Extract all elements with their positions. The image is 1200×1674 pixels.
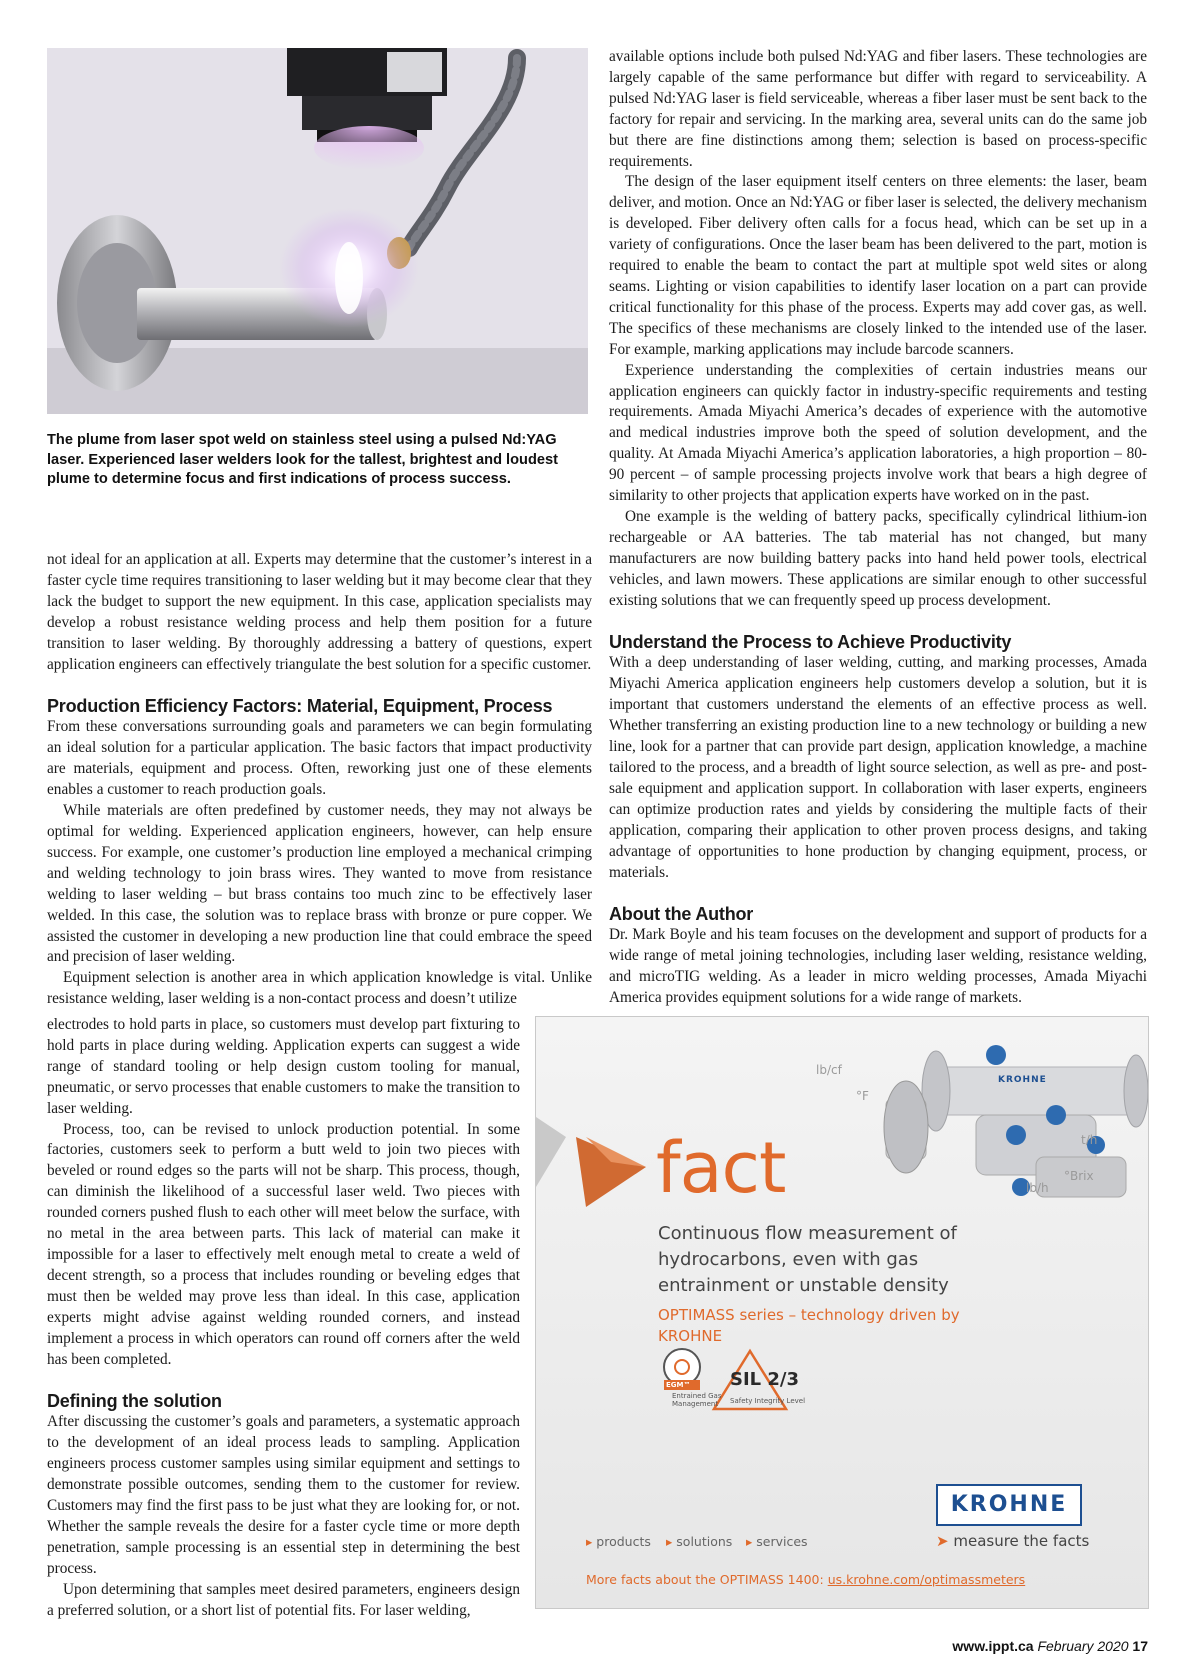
chevron-right-icon: ▸ (746, 1534, 753, 1549)
heading-production-efficiency: Production Efficiency Factors: Material, Equipment, Process (47, 696, 553, 717)
egm-badge-label: Entrained Gas Management (672, 1392, 722, 1408)
production-paragraph-3a: Equipment selection is another area in which application knowledge is vital. Unlike resistance welding, laser welding is a non-contact process and doesn’t utilize (47, 969, 592, 1008)
defining-paragraph-2: Upon determining that samples meet desired parameters, engineers design a preferred solution, or a short list of potential fits. For laser welding, (47, 1580, 520, 1619)
footer-page-number: 17 (1132, 1638, 1148, 1654)
ad-nav-products-label: products (596, 1534, 651, 1549)
laser-weld-photo (47, 48, 588, 414)
right-column (609, 47, 1147, 1009)
ad-nav-services-label: services (756, 1534, 808, 1549)
right-paragraph-4: One example is the welding of battery packs, specifically cylindrical lithium-ion rechargeable or AA batteries. The tab material has not changed, but many manufacturers are now building battery packs into hand held power tools, electrical vehicles, and lawn mowers. These applications are similar enough to other successful existing solutions that we can frequently speed up process development. (609, 507, 1147, 609)
ad-slogan (936, 1532, 1089, 1550)
production-paragraph-2: While materials are often predefined by customer needs, they may not always be optimal for welding. Experienced application engineers, however, can help ensure success. For example, one customer’s production line employed a mechanical crimping and welding technology to join brass wires. They wanted to move from resistance welding to laser welding – but brass contains too much zinc to be effectively laser welded. In this case, the solution was to replace brass with bronze or pure copper. We assisted the customer in developing a new production line that could embrace the speed and precision of laser welding. (47, 802, 592, 966)
ad-nav-services[interactable] (746, 1534, 808, 1549)
right-paragraph-1: available options include both pulsed Nd:YAG and fiber lasers. These technologies are largely capable of the same performance but differ with regard to serviceability. A pulsed Nd:YAG laser is field serviceable, whereas a fiber laser must be sent back to the factory for repair and servicing. In the marking area, several units can do the same job but there are fine distinctions among them; selection is based on process-specific requirements. (609, 48, 1147, 170)
production-paragraph-4: Process, too, can be revised to unlock production potential. In some factories, customers seek to perform a butt weld to join two pieces with beveled or round edges so the parts will not be sharp. This process, though, can diminish the likelihood of a successful laser weld. Two pieces with rounded corners pushed flush to each other will meet below the surface, with no metal in the area between parts. This lack of material can make it impossible for a laser to effectively melt enough metal to create a weld of decent strength, so a process that includes rounding or beveling edges that must then be welded may prove less than ideal. In this case, application experts might advise against welding rounded corners, and instead implement a process in which operators can round off corners after the weld has been completed. (47, 1120, 520, 1368)
unit-label-th: t/h (1081, 1133, 1098, 1147)
author-paragraph: Dr. Mark Boyle and his team focuses on the development and support of products for a wide range of metal joining technologies, including laser welding, resistance welding, and microTIG welding. As a leader in micro welding processes, Amada Miyachi America provides equipment solutions for a wide range of markets. (609, 926, 1147, 1007)
footer-site: www.ippt.ca (952, 1638, 1034, 1654)
right-paragraph-3: Experience understanding the complexities of certain industries means our application engineers can quickly factor in industry-specific requirements and testing requirements. Amada Miyachi America’s decades of experience with the automotive and medical industries improve both the speed of solution development, and the quality. At Amada Miyachi America’s application laboratories, a high proportion – 80-90 percent – of sample processing projects involve work that bears a high degree of similarity to other projects that application experts have worked on in the past. (609, 361, 1147, 505)
ad-series-tagline: OPTIMASS series – technology driven by KROHNE (658, 1306, 960, 1345)
ad-slogan-text: measure the facts (953, 1532, 1090, 1550)
left-continuation-paragraph: not ideal for an application at all. Experts may determine that the customer’s interest in a faster cycle time requires transitioning to laser welding but it may become clear that they lack the budget to support the new equipment. In this case, application specialists may develop a robust resistance welding process and help them position for a future transition to laser welding. By thoroughly addressing a battery of questions, expert application engineers can effectively triangulate the best solution for a specific customer. (47, 551, 592, 673)
chevron-right-icon: ▸ (586, 1534, 593, 1549)
right-paragraph-2: The design of the laser equipment itself centers on three elements: the laser, beam deliver, and motion. Once an Nd:YAG or fiber laser is selected, the delivery mechanism is developed. Fiber delivery often calls for a focus head, which can be set up in a variety of configurations. Once the laser beam has been delivered to the part, motion is required to enable the beam to contact the part at multiple spot weld sites or along seams. Lighting or vision capabilities to identify laser location on a part can provide critical functionality for this phase of the process. Experts may add cover gas, as well. The specifics of these mechanisms are closely linked to the intended use of the laser. For example, marking applications may include barcode scanners. (609, 173, 1148, 358)
egm-badge-icon: EGM™ (666, 1381, 691, 1389)
page-footer (952, 1638, 1148, 1654)
krohne-advertisement[interactable] (535, 1016, 1149, 1609)
unit-label-lbcf: lb/cf (816, 1063, 842, 1077)
left-column (47, 550, 592, 1010)
orange-arrow-icon: ➤ (936, 1532, 949, 1550)
krohne-logo: KROHNE (936, 1484, 1082, 1526)
sil-badge-label: Safety Integrity Level (730, 1397, 806, 1405)
sil-badge-icon: SIL 2/3 (730, 1369, 800, 1390)
heading-defining-solution: Defining the solution (47, 1391, 222, 1412)
ad-nav-solutions[interactable] (666, 1534, 732, 1549)
defining-paragraph-1: After discussing the customer’s goals and parameters, a systematic approach to the development of an ideal process leads to sampling. Application engineers process customer samples using similar equipment and settings to demonstrate possible outcomes, sending them to the customer for review. Customers may find the first pass to be just what they are looking for, or not. Whether the sample reveals the desire for a faster cycle time or more depth penetration, sample processing is an essential step in determining the best process. (47, 1413, 520, 1577)
heading-understand-process: Understand the Process to Achieve Productivity (609, 632, 1012, 653)
understand-paragraph: With a deep understanding of laser welding, cutting, and marking processes, Amada Miyachi America application engineers help customers develop a solution, but it is important that customers understand the elements of an effective process as well. Whether transferring an existing production line to a new technology or building a new line, look for a partner that can provide part design, application knowledge, a machine tailored to the process, and a breadth of light source selection, as well as pre- and post-sale equipment and application support. In collaboration with laser experts, engineers can optimize production rates and yields by considering the multiple facts of their application, comparing their application to other proven process designs, and taking advantage of opportunities to hone production by changing equipment, process, or materials. (609, 654, 1147, 881)
ad-more-facts-text: More facts about the OPTIMASS 1400: (586, 1572, 828, 1587)
laser-weld-illustration (47, 48, 588, 414)
ad-lede: Continuous flow measurement of hydrocarbons, even with gas entrainment or unstable density (658, 1223, 957, 1296)
unit-label-lbh: lb/h (1026, 1181, 1049, 1195)
ad-more-facts-link[interactable]: us.krohne.com/optimassmeters (827, 1572, 1026, 1587)
unit-label-brix: °Brix (1064, 1169, 1094, 1183)
ad-headline-fact: fact (656, 1127, 786, 1209)
heading-about-author: About the Author (609, 904, 754, 925)
chevron-right-icon: ▸ (666, 1534, 673, 1549)
ad-nav-products[interactable] (586, 1534, 651, 1549)
unit-label-fahrenheit: °F (856, 1089, 869, 1103)
ad-more-facts (586, 1572, 1025, 1587)
production-paragraph-3b: electrodes to hold parts in place, so customers must develop part fixturing to hold parts in place during welding. Application experts can suggest a wide range of standard tooling or help design custom tooling for manual, pneumatic, or servo processes that enable customers to make the transition to laser welding. (47, 1016, 520, 1117)
ad-nav-solutions-label: solutions (676, 1534, 733, 1549)
photo-caption: The plume from laser spot weld on stainless steel using a pulsed Nd:YAG laser. Experienced laser welders look for the tallest, brightest and loudest plume to determine focus and first indications of process success. (47, 432, 558, 487)
left-column-lower (47, 1015, 520, 1621)
production-paragraph-1: From these conversations surrounding goals and parameters we can begin formulating an ideal solution for a particular application. The basic factors that impact productivity are materials, equipment and process. Often, reworking just one of these elements enables a customer to reach production goals. (47, 718, 592, 799)
footer-issue: February 2020 (1037, 1638, 1129, 1654)
device-brand-label: KROHNE (998, 1075, 1047, 1085)
